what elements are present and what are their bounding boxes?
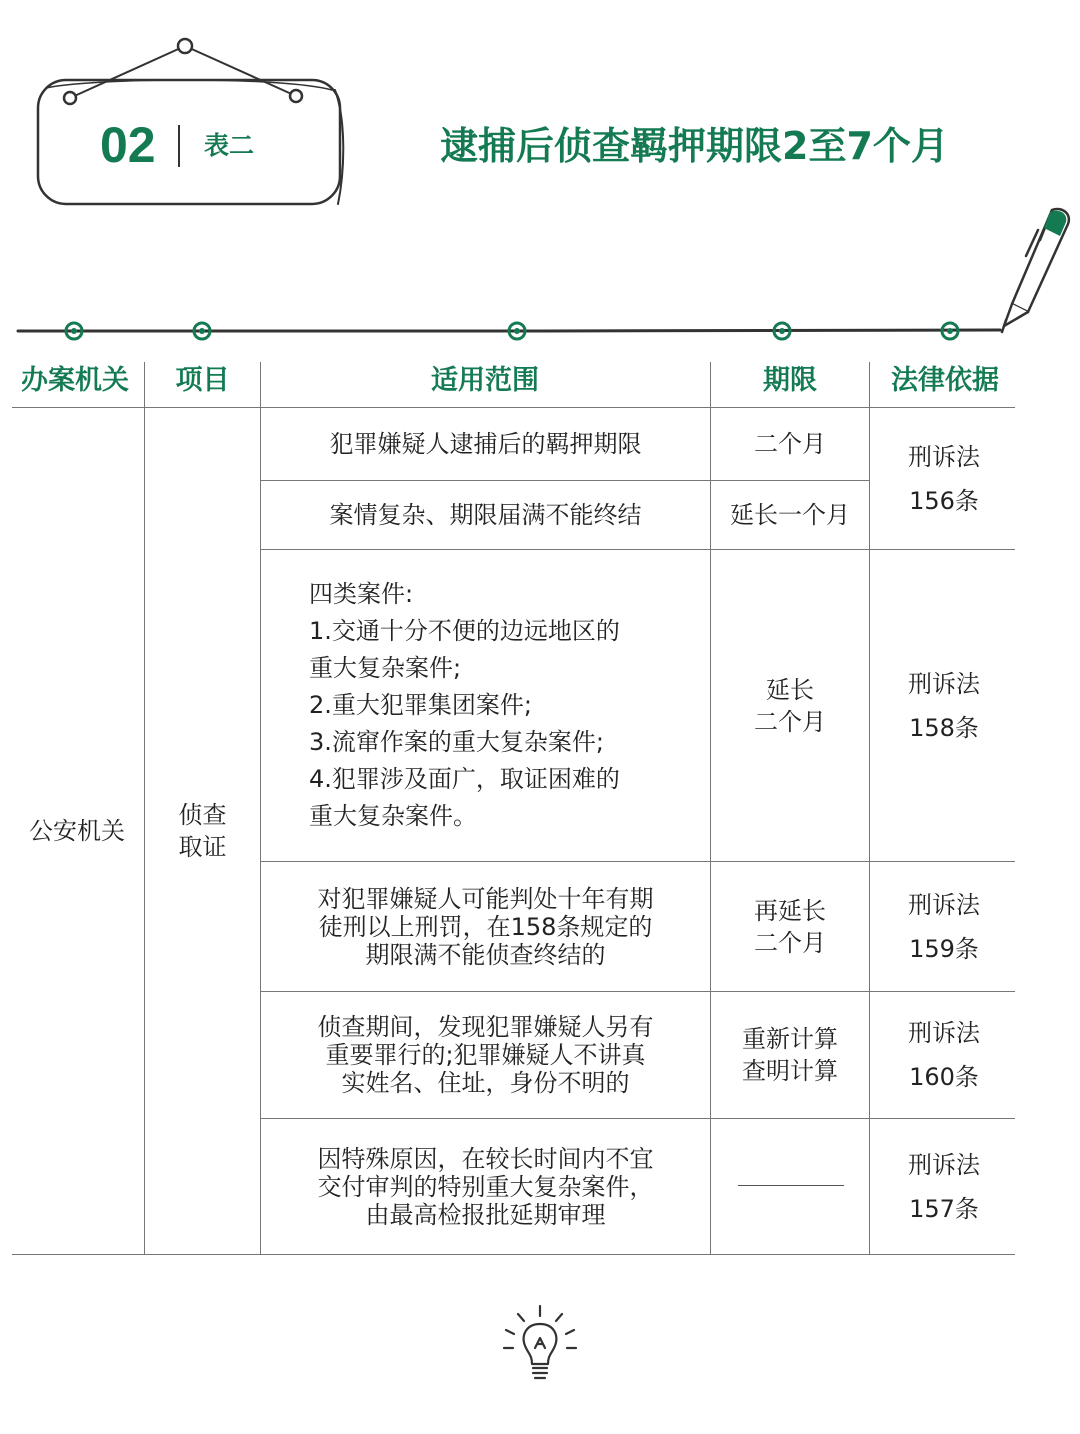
scope-text: 案情复杂、期限届满不能终结	[329, 501, 642, 529]
scope-text: 对犯罪嫌疑人可能判处十年有期 徒刑以上刑罚，在158条规定的 期限满不能侦查终结的	[317, 884, 654, 969]
term-text: 延长一个月	[730, 501, 850, 529]
basis-text: 刑诉法 157条	[908, 1150, 980, 1223]
table-row	[261, 481, 710, 549]
swirl-knot-icon	[936, 318, 964, 346]
table-divider	[12, 1254, 1015, 1255]
scope-text: 犯罪嫌疑人逮捕后的羁押期限	[329, 430, 642, 458]
sign-number: 02	[100, 117, 156, 173]
basis-text: 刑诉法 160条	[908, 1019, 980, 1091]
swirl-knot-icon	[768, 318, 796, 346]
header-basis: 法律依据	[891, 365, 999, 396]
table-row	[261, 862, 710, 991]
term-cell	[711, 992, 869, 1118]
header-agency: 办案机关	[21, 365, 129, 396]
basis-cell	[870, 550, 1018, 861]
agency-cell	[10, 408, 144, 1254]
table-row	[261, 992, 710, 1118]
header-item: 项目	[175, 365, 230, 396]
table-row	[261, 408, 710, 480]
term-cell	[711, 408, 869, 480]
basis-text: 刑诉法 158条	[908, 669, 980, 742]
scope-text: 四类案件: 1.交通十分不便的边远地区的 重大复杂案件; 2.重大犯罪集团案件; 3.流窜作案的重大复杂案件; 4.犯罪涉及面广，取证困难的 重大复杂案件。	[309, 580, 620, 830]
scope-text: 侦查期间，发现犯罪嫌疑人另有 重要罪行的;犯罪嫌疑人不讲真 实姓名、住址，身份不明的	[317, 1013, 654, 1097]
page-title: 逮捕后侦查羁押期限2至7个月	[440, 124, 949, 168]
lightbulb-icon	[498, 1302, 582, 1394]
basis-text: 刑诉法 159条	[908, 890, 980, 963]
term-cell	[711, 550, 869, 861]
sign-divider	[178, 125, 180, 167]
basis-cell	[870, 862, 1018, 991]
table-row	[261, 1119, 710, 1254]
item-text: 侦查 取证	[178, 801, 227, 861]
term-cell	[711, 862, 869, 991]
agency-text: 公安机关	[29, 817, 125, 845]
basis-cell	[870, 1119, 1018, 1254]
basis-cell	[870, 992, 1018, 1118]
basis-text: 刑诉法 156条	[908, 442, 980, 515]
item-cell	[145, 408, 260, 1254]
sign-label: 表二	[204, 131, 255, 160]
header-term: 期限	[763, 365, 817, 396]
term-cell	[711, 481, 869, 549]
term-text: 延长 二个月	[754, 675, 826, 736]
swirl-knot-icon	[503, 318, 531, 346]
term-text: 再延长 二个月	[754, 896, 826, 957]
term-text: 重新计算 查明计算	[742, 1025, 838, 1085]
swirl-knot-icon	[188, 318, 216, 346]
table-row	[261, 550, 710, 861]
empty-term-dash	[738, 1185, 844, 1186]
pen-icon	[990, 200, 1076, 340]
swirl-knot-icon	[60, 318, 88, 346]
scope-text: 因特殊原因，在较长时间内不宜 交付审判的特别重大复杂案件， 由最高检报批延期审理	[317, 1144, 654, 1229]
header-scope: 适用范围	[431, 365, 539, 396]
basis-cell	[870, 408, 1018, 549]
term-text: 二个月	[754, 430, 826, 458]
